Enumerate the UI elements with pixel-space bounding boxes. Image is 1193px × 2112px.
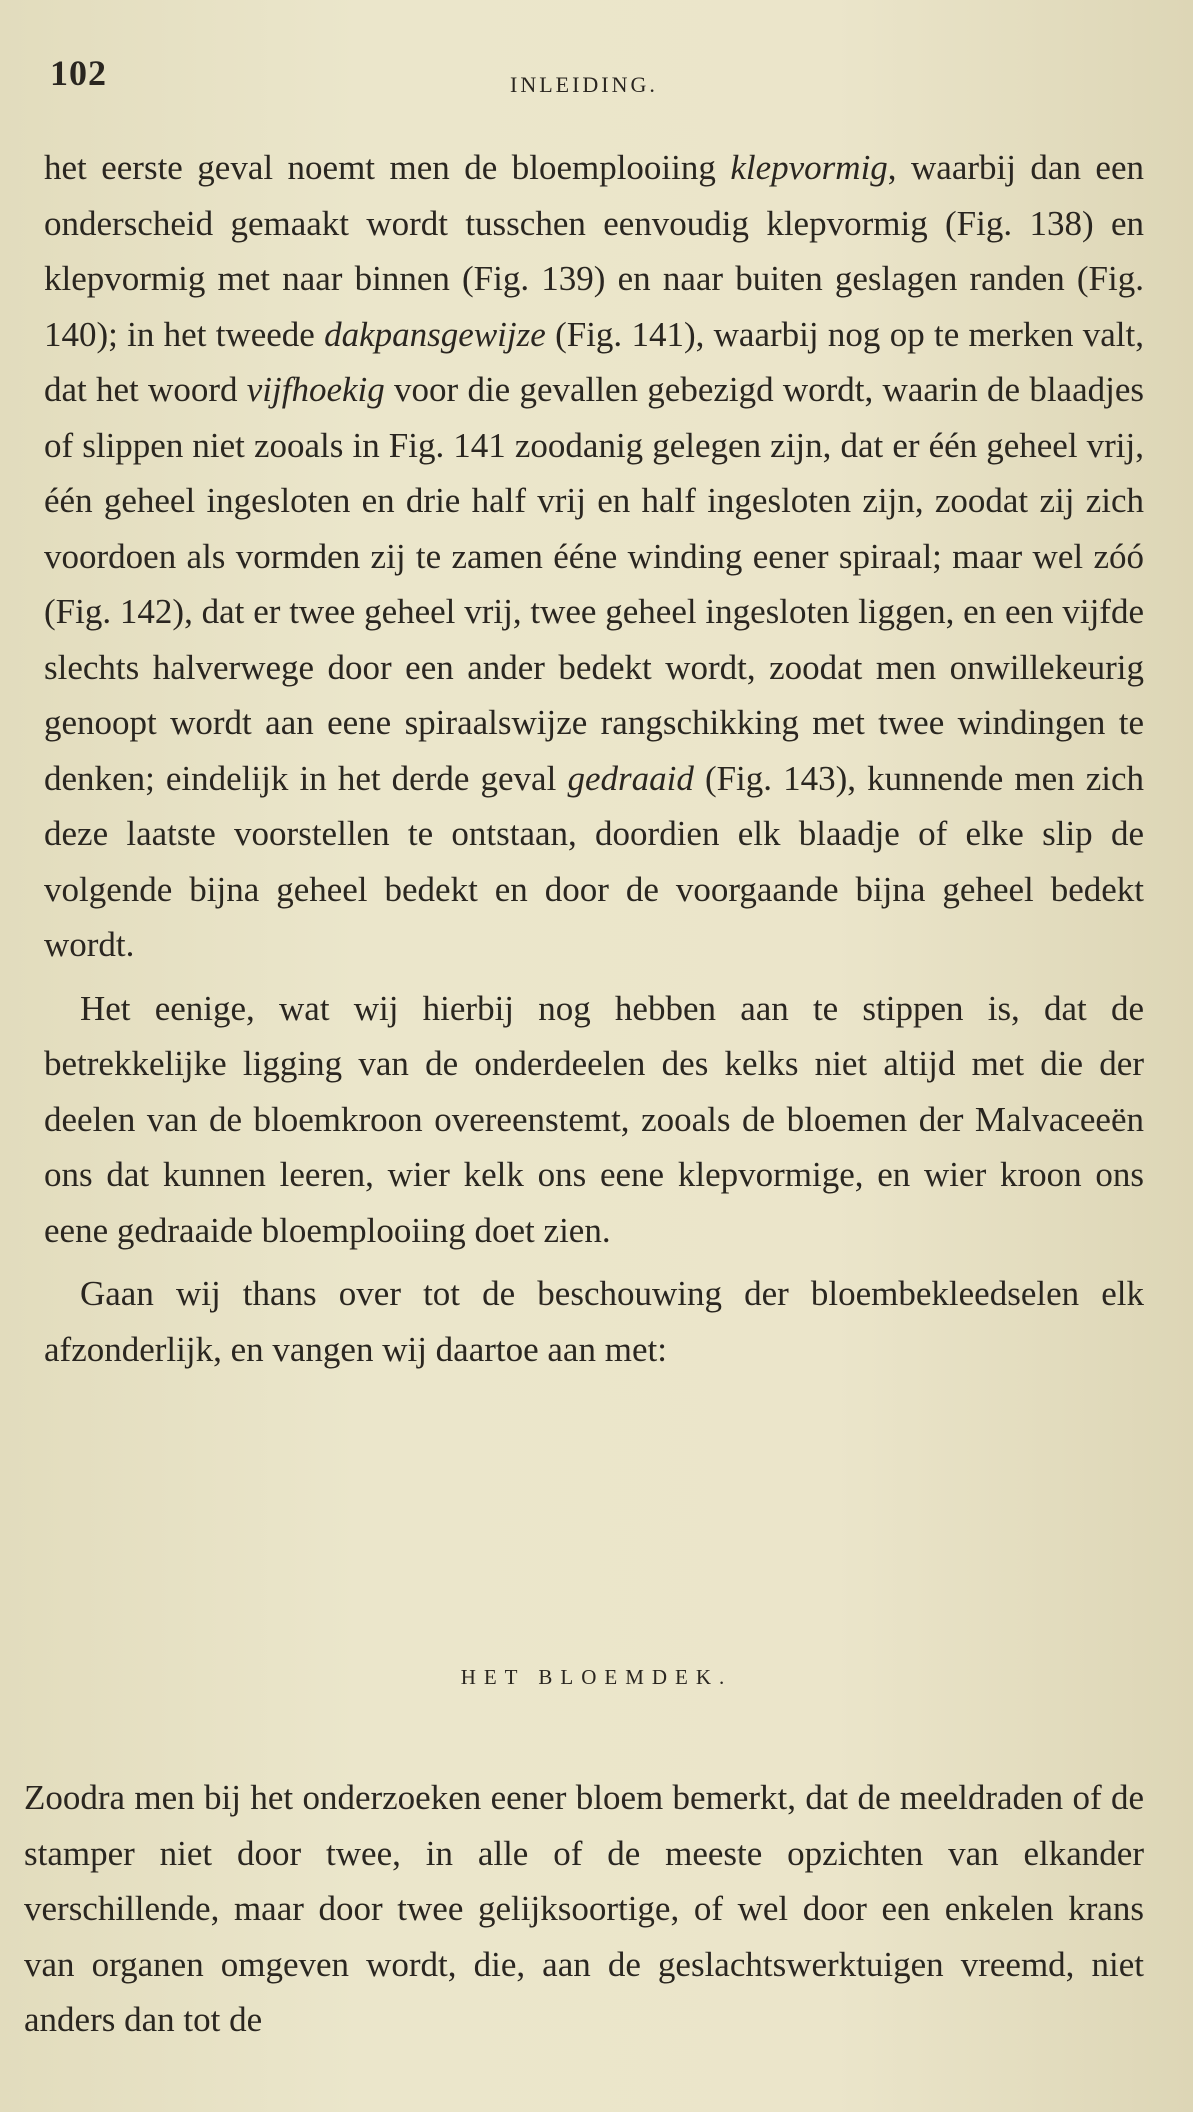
page-header [50, 52, 1150, 102]
running-head: INLEIDING. [510, 72, 658, 97]
paragraph-1-part-1: het eerste geval noemt men de bloemplooiing [44, 148, 731, 187]
term-klepvormig: klepvormig [730, 148, 888, 187]
section-heading: HET BLOEMDEK. [460, 1665, 733, 1689]
page-number: 102 [50, 53, 107, 93]
paragraph-1-part-4: voor die gevallen gebezigd wordt, waarin de blaadjes of slippen niet zooals in Fig. 141 zoodanig gelegen zijn, dat er één geheel vrij, één geheel ingesloten en drie half vrij en half ingesloten zijn, zoodat zij zich voordoen als vormden zij te zamen ééne winding eener spiraal; maar wel zóó (Fig. 142), dat er twee geheel vrij, twee geheel ingesloten liggen, en een vijfde slechts halverwege door een ander bedekt wordt, zoodat men onwillekeurig genoopt wordt aan eene spiraalswijze rangschikking met twee windingen te denken; eindelijk in het derde geval [44, 370, 1144, 798]
paragraph-1-part-5: (Fig. 143), kunnende men zich deze laatste voorstellen te ontstaan, doordien elk blaadje of elke slip de volgende bijna geheel bedekt en door de voorgaande bijna geheel bedekt wordt. [44, 758, 1145, 964]
term-vijfhoekig: vijfhoekig [246, 370, 385, 409]
paragraph-2: Het eenige, wat wij hierbij nog hebben aan te stippen is, dat de betrekkelijke ligging van de onderdeelen des kelks niet altijd met die der deelen van de bloemkroon overeenstemt, zooals de bloemen der Malvaceeën ons dat kunnen leeren, wier kelk ons eene klepvormige, en wier kroon ons eene gedraaide bloemplooiing doet zien. [44, 988, 1144, 1250]
main-text [44, 140, 1144, 1377]
term-dakpansgewijze: dakpansgewijze [324, 314, 546, 354]
paragraph-1-part-3: (Fig. 141), waarbij nog op te merken valt, dat het woord [44, 314, 1145, 409]
term-gedraaid: gedraaid [567, 758, 694, 798]
paragraph-1-part-2: , waarbij dan een onderscheid gemaakt wordt tusschen eenvoudig klepvormig (Fig. 138) en klepvormig met naar binnen (Fig. 139) en naar buiten geslagen randen (Fig. 140); in het tweede [44, 148, 1144, 354]
paragraph-1 [44, 140, 1144, 973]
paragraph-4: Zoodra men bij het onderzoeken eener bloem bemerkt, dat de meeldraden of de stamper niet door twee, in alle of de meeste opzichten van elkander verschillende, maar door twee gelijksoortige, of wel door een enkelen krans van organen omgeven wordt, die, aan de geslachtswerktuigen vreemd, niet anders dan tot de [24, 1778, 1144, 2039]
paragraph-3: Gaan wij thans over tot de beschouwing der bloembekleedselen elk afzonderlijk, en vangen wij daartoe aan met: [44, 1274, 1144, 1369]
section-text [24, 1770, 1144, 2048]
